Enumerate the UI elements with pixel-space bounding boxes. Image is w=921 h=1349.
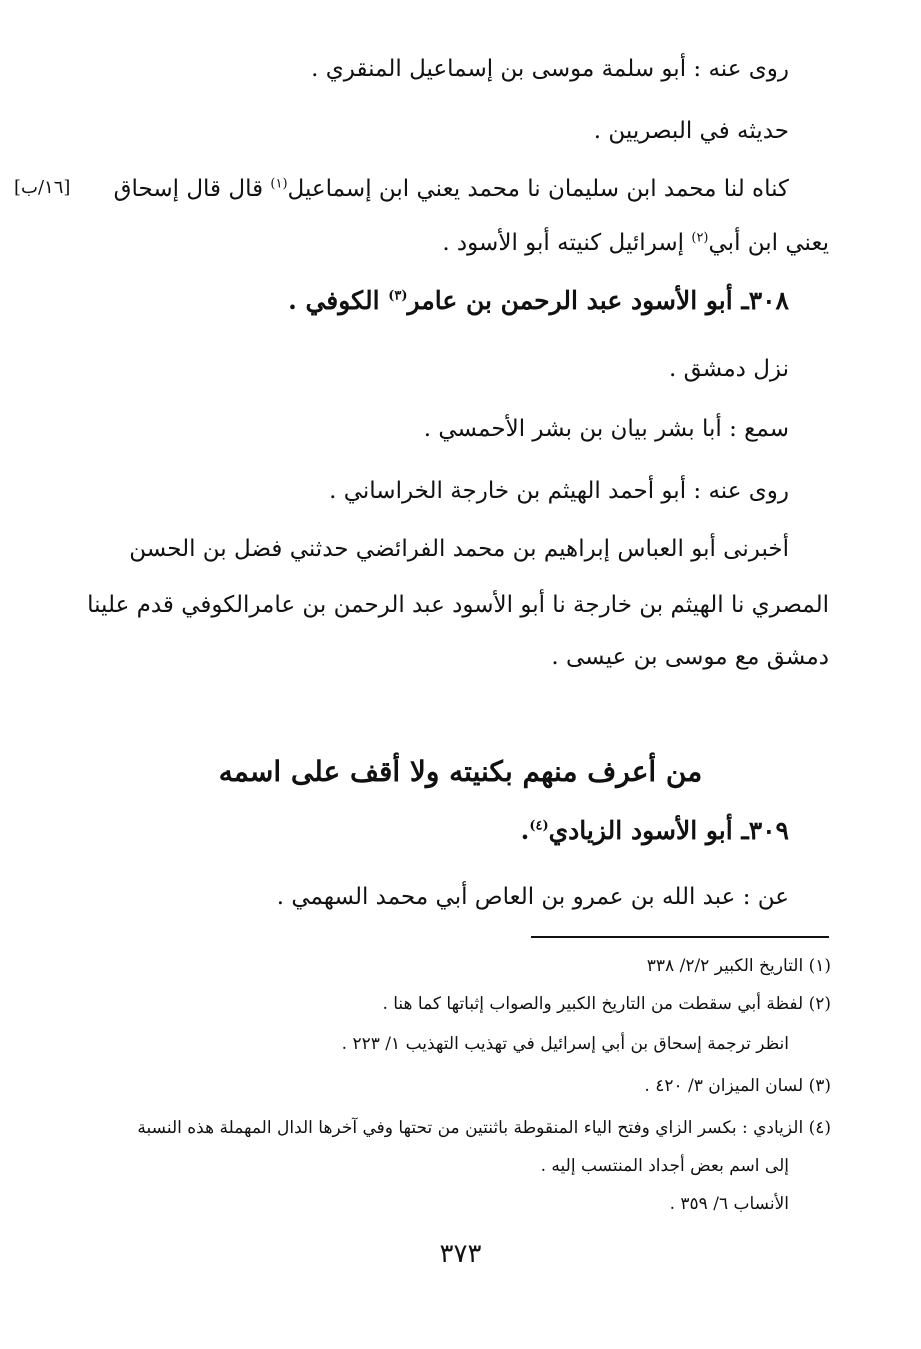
- kunya-line-1: كناه لنا محمد ابن سليمان نا محمد يعني ابن إسماعيل$^{(١)}$ قال قال إسحاق: [113, 176, 789, 202]
- footnote-4: (٤) الزيادي : بكسر الزاي وفتح الياء المنقوطة باثنتين من تحتها وفي آخرها الدال المهملة هذه النسبة: [137, 1118, 831, 1138]
- footnote-2: (٢) لفظة أبي سقطت من التاريخ الكبير والصواب إثباتها كما هنا .: [382, 994, 831, 1014]
- footnote-ref-2: (٢): [691, 230, 709, 246]
- narrated-by-line: روى عنه : أبو سلمة موسى بن إسماعيل المنقري .: [311, 56, 789, 82]
- kunya-line-2: يعني ابن أبي$^{(٢)}$ إسرائيل كنيته أبو الأسود .: [442, 230, 829, 256]
- footnote-divider: [531, 936, 829, 938]
- hadith-origin-line: حديثه في البصريين .: [593, 118, 789, 144]
- settled-line: نزل دمشق .: [669, 356, 789, 382]
- footnote-ref-1: (١): [270, 176, 288, 192]
- narrated-from-line: عن : عبد الله بن عمرو بن العاص أبي محمد السهمي .: [276, 884, 789, 910]
- footnote-3: (٣) لسان الميزان ٣/ ٤٢٠ .: [644, 1076, 831, 1096]
- narrated-by-line-2: روى عنه : أبو أحمد الهيثم بن خارجة الخراساني .: [329, 478, 789, 504]
- entry-309-heading: ٣٠٩ـ أبو الأسود الزيادي$^{(٤)}$.: [520, 816, 789, 845]
- section-title: من أعرف منهم بكنيته ولا أقف على اسمه: [218, 755, 703, 788]
- footnote-4-source: الأنساب ٦/ ٣٥٩ .: [669, 1194, 789, 1214]
- manuscript-folio-ref: [١٦/ب]: [14, 177, 71, 198]
- isnad-line-1: أخبرنى أبو العباس إبراهيم بن محمد الفرائضي حدثني فضل بن الحسن: [129, 536, 789, 562]
- footnote-ref-3: (٣): [388, 288, 408, 304]
- footnote-1: (١) التاريخ الكبير ٢/٢/ ٣٣٨: [646, 956, 831, 976]
- heard-from-line: سمع : أبا بشر بيان بن بشر الأحمسي .: [423, 416, 789, 442]
- entry-308-heading: ٣٠٨ـ أبو الأسود عبد الرحمن بن عامر$^{(٣)}$ الكوفي .: [288, 286, 789, 315]
- isnad-line-3: دمشق مع موسى بن عيسى .: [551, 644, 829, 670]
- footnote-4-continuation: إلى اسم بعض أجداد المنتسب إليه .: [540, 1156, 789, 1176]
- footnote-ref-4: (٤): [529, 818, 549, 834]
- footnote-2-continuation: انظر ترجمة إسحاق بن أبي إسرائيل في تهذيب التهذيب ١/ ٢٢٣ .: [341, 1034, 789, 1054]
- isnad-line-2: المصري نا الهيثم بن خارجة نا أبو الأسود عبد الرحمن بن عامرالكوفي قدم علينا: [87, 592, 829, 618]
- page-number: ٣٧٣: [439, 1239, 482, 1269]
